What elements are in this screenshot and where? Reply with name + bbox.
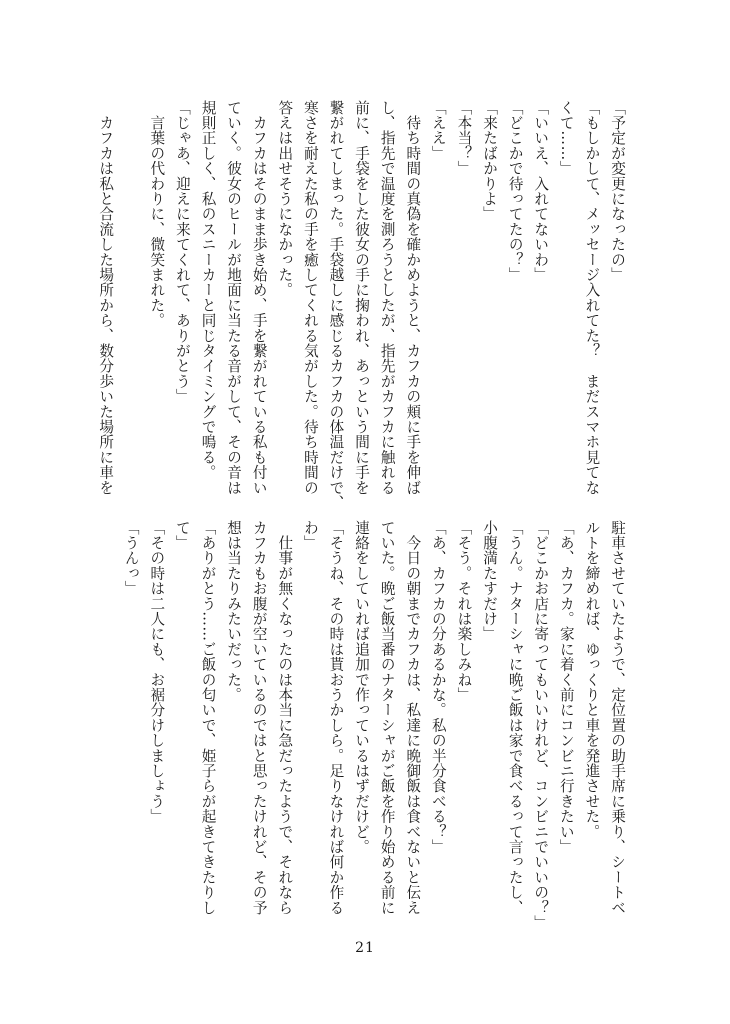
text-line: 「もしかして、メッセージ入れてた？ まだスマホ見てな (583, 100, 601, 496)
text-line: 「そう。それは楽しみね」 (455, 520, 473, 703)
text-line: 駐車させていたようで、定位置の助手席に乗り、シートベ (609, 520, 626, 916)
text-line: 「いいえ、入れてないわ」 (532, 100, 550, 283)
text-line: カフカはそのまま歩き始め、手を繋がれている私も付い (250, 100, 268, 496)
text-line: 繋がれてしまった。手袋越しに感じるカフカの体温だけで、 (327, 100, 345, 511)
text-line: ていく。彼女のヒールが地面に当たる音がして、その音は (225, 100, 243, 496)
text-line: 想は当たりみたいだった。 (225, 520, 243, 703)
text-line: て」 (173, 520, 191, 551)
text-line: 「そうね、その時は貰おうかしら。足りなければ何か作る (327, 520, 345, 916)
text-line: 小腹満たすだけ」 (481, 520, 499, 642)
blank-line (118, 100, 144, 500)
text-line: カフカは私と合流した場所から、数分歩いた場所に車を (97, 100, 115, 496)
text-line: 「どこかで待ってたの？」 (506, 100, 524, 283)
text-line: 言葉の代わりに、微笑まれた。 (148, 100, 166, 328)
text-line: 答えは出せそうになかった。 (276, 100, 294, 298)
text-line: 「どこかお店に寄ってもいいけれど、コンビニでいいの？」 (532, 520, 550, 931)
text-line: ていた。晩ご飯当番のナターシャがご飯を作り始める前に (378, 520, 396, 916)
text-line: 「あ、カフカ。家に着く前にコンビニ行きたい」 (557, 520, 575, 855)
text-line: 「うん。ナターシャに晩ご飯は家で食べるって言ったし、 (506, 520, 524, 916)
text-line: 「本当？」 (455, 100, 473, 176)
text-line: 規則正しく、私のスニーカーと同じタイミングで鳴る。 (199, 100, 217, 480)
text-block-top (93, 100, 630, 511)
text-line: し、指先で温度を測ろうとしたが、指先がカフカに触れる (378, 100, 396, 496)
text-line: 待ち時間の真偽を確かめようと、カフカの頬に手を伸ば (404, 100, 422, 496)
text-line: 「その時は二人にも、お裾分けしましょう」 (148, 520, 166, 824)
text-line: ルトを締めれば、ゆっくりと車を発進させた。 (583, 520, 601, 840)
text-line: 「あ、カフカの分あるかな。私の半分食べる？」 (429, 520, 447, 855)
text-line: 「じゃあ、迎えに来てくれて、ありがとう」 (173, 100, 191, 404)
page-number: 21 (355, 940, 375, 956)
text-line: 「ありがとう……ご飯の匂いで、姫子らが起きてきたりし (199, 520, 217, 916)
text-block-bottom (118, 520, 630, 931)
text-line: 今日の朝までカフカは、私達に晩御飯は食べないと伝え (404, 520, 422, 916)
text-line: 前に、手袋をした彼女の手に掬われ、あっという間に手を (353, 100, 371, 496)
text-line: カフカもお腹が空いているのではと思ったけれど、その予 (250, 520, 268, 916)
text-line: 「ええ」 (429, 100, 447, 161)
text-line: 「うんっ」 (122, 520, 140, 596)
text-line: 「来たばかりよ」 (481, 100, 499, 222)
text-line: くて……」 (557, 100, 575, 176)
text-line: 寒さを耐えた私の手を癒してくれる気がした。待ち時間の (301, 100, 319, 496)
text-line: 連絡をしていれば追加で作っているはずだけど。 (353, 520, 371, 855)
text-line: 「予定が変更になったの」 (609, 100, 626, 283)
text-line: 仕事が無くなったのは本当に急だったようで、それなら (276, 520, 294, 916)
text-line: わ」 (301, 520, 319, 551)
